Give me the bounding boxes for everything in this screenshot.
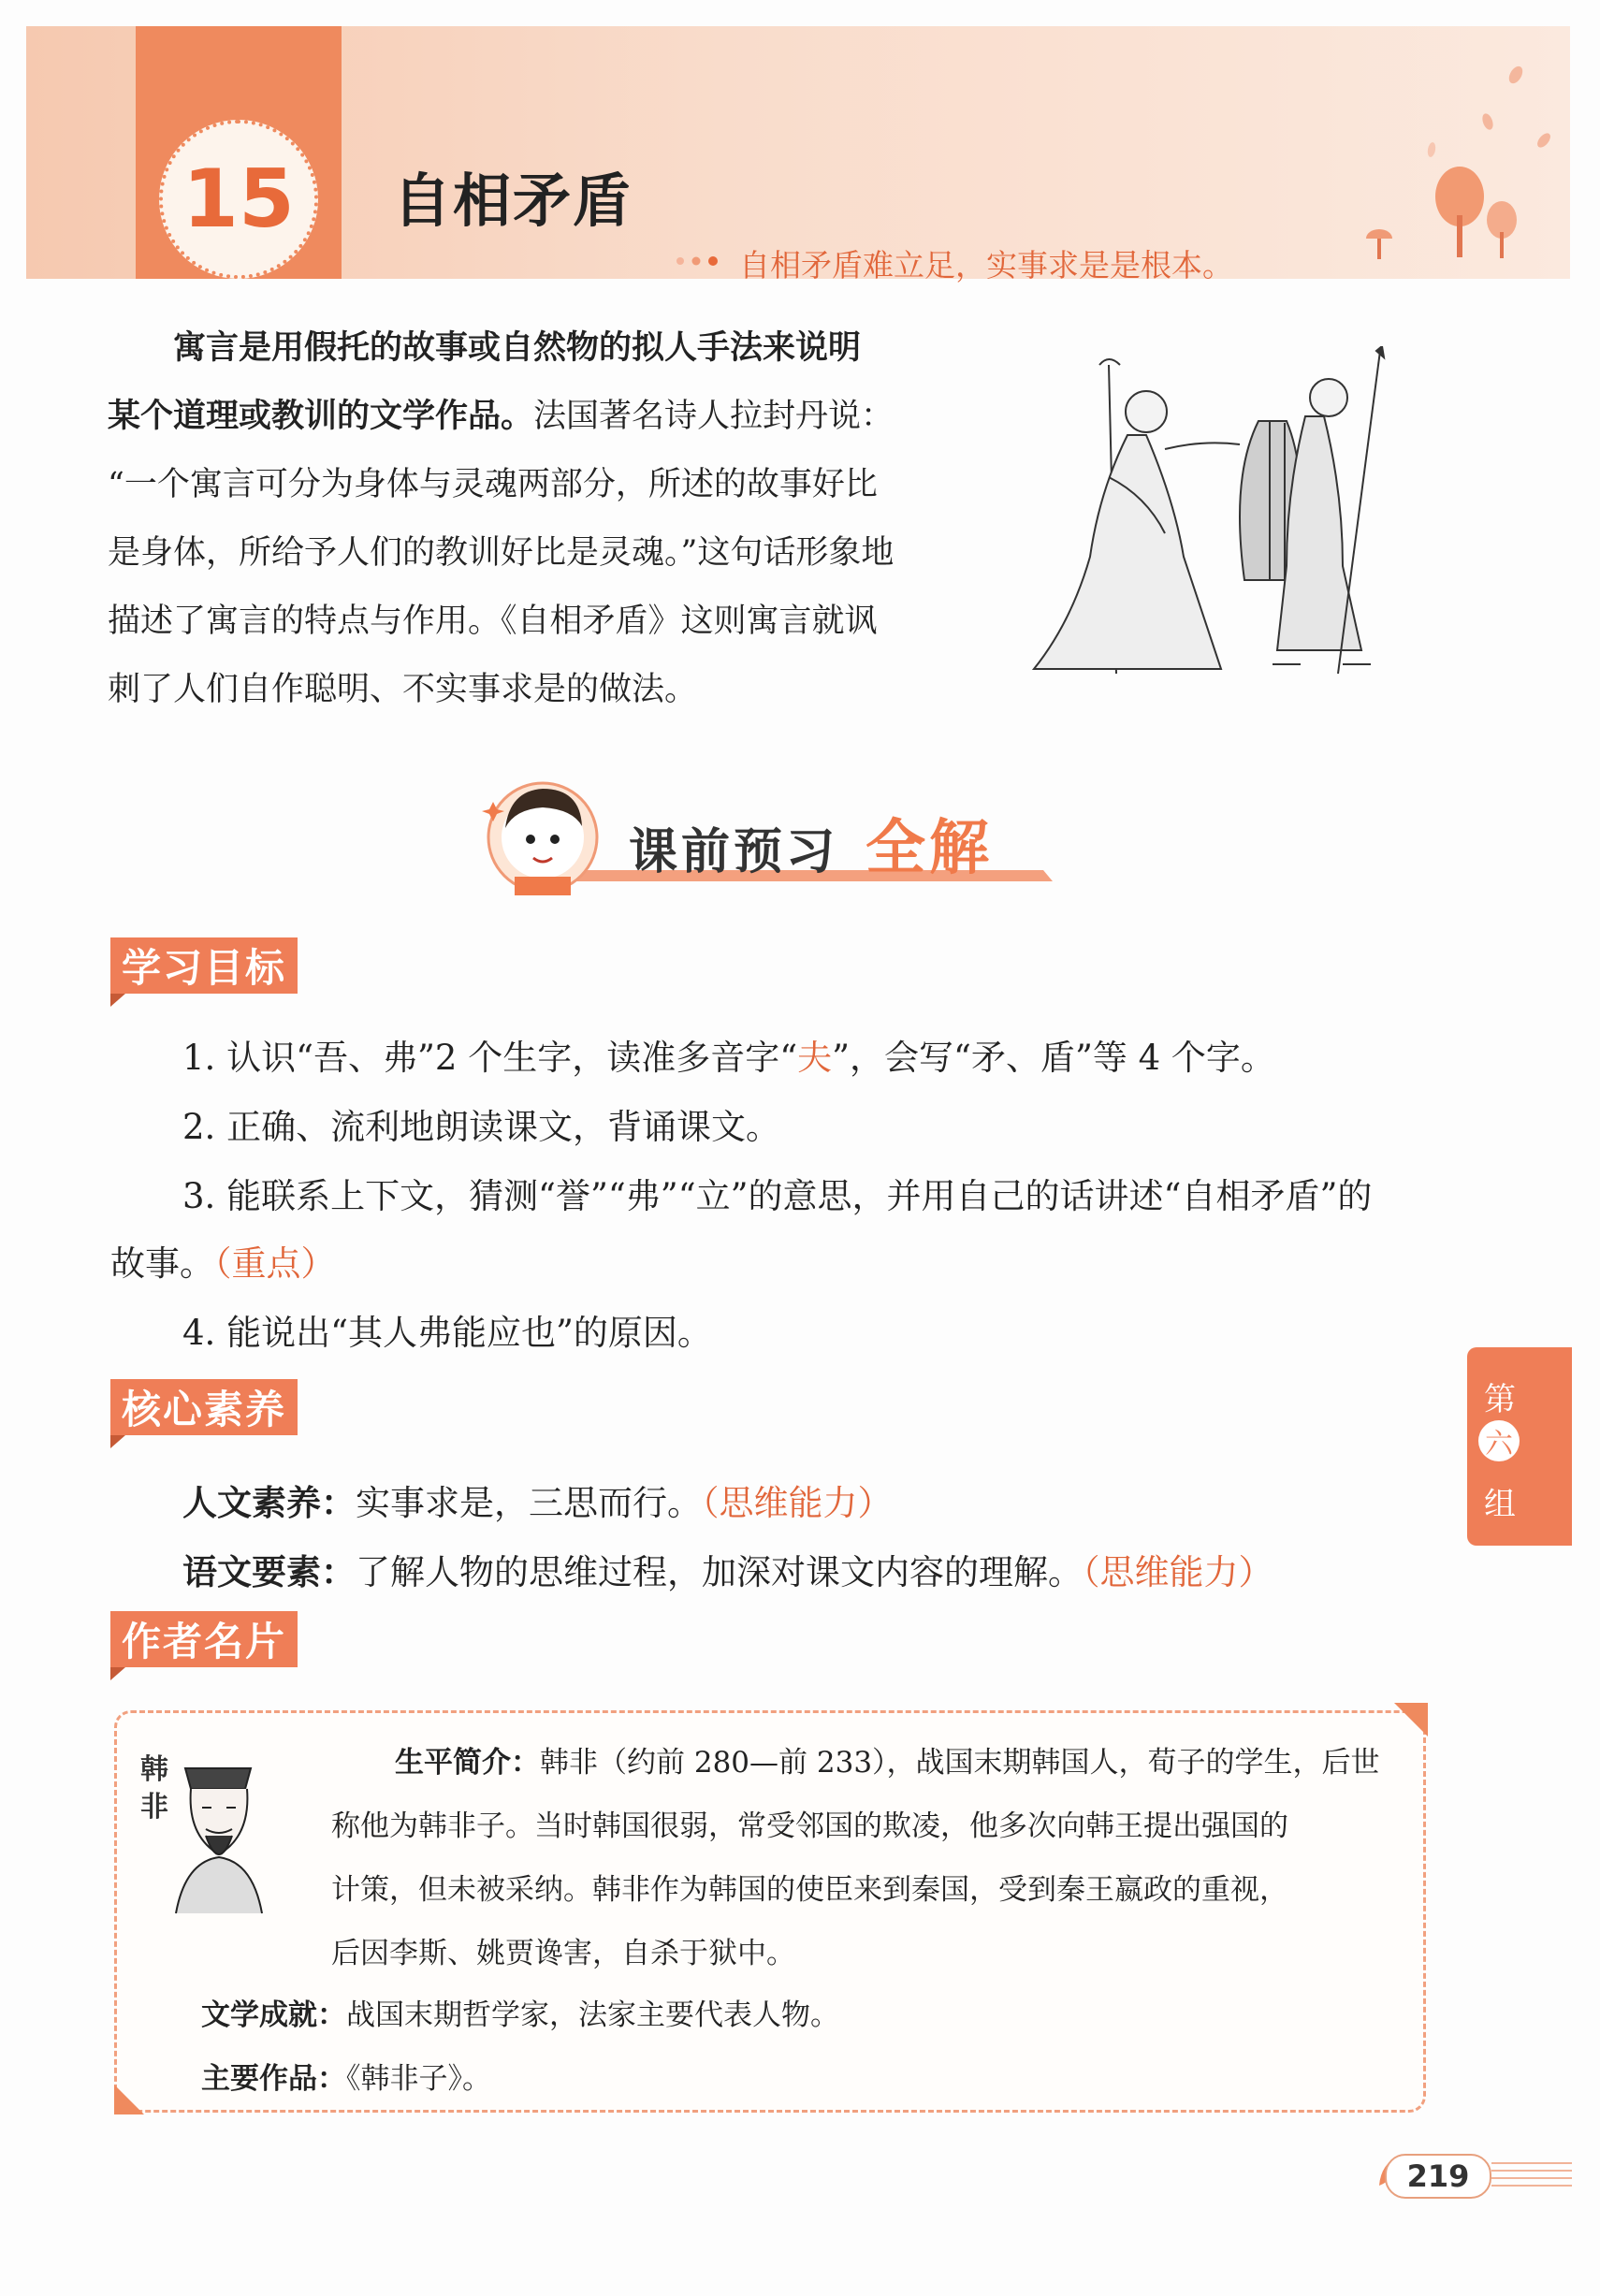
intro-line2-rest: 法国著名诗人拉封丹说： bbox=[533, 398, 895, 435]
section-title-part2: 全解 bbox=[865, 814, 993, 883]
literacy-row-2-text: 了解人物的思维过程，加深对课文内容的理解。 bbox=[356, 1552, 1083, 1592]
goal-item-3: 3. 能联系上下文，猜测“誉”“弗”“立”的意思，并用自己的话讲述“自相矛盾”的 bbox=[182, 1176, 1373, 1216]
bio-line-4: 后因李斯、姚贾谗害，自杀于狱中。 bbox=[331, 1937, 795, 1970]
han-fei-portrait bbox=[157, 1750, 279, 1918]
lesson-number-badge bbox=[159, 120, 318, 279]
goal-item-2: 2. 正确、流利地朗读课文，背诵课文。 bbox=[182, 1107, 781, 1147]
side-tab-middle: 六 bbox=[1478, 1420, 1520, 1461]
bio-line-1 bbox=[395, 1738, 1380, 1780]
fable-illustration bbox=[1006, 346, 1436, 683]
goal-item-3-tag: （重点） bbox=[214, 1243, 336, 1284]
literacy-row-2-tag: （思维能力） bbox=[1083, 1552, 1273, 1592]
author-card-heading: 作者名片 bbox=[110, 1611, 298, 1667]
bio-line-1-text: 韩非（约前 280—前 233），战国末期韩国人，荀子的学生，后世 bbox=[540, 1746, 1380, 1780]
intro-line5: 描述了寓言的特点与作用。《自相矛盾》这则寓言就讽 bbox=[108, 603, 878, 640]
unit-side-tab bbox=[1467, 1347, 1572, 1546]
core-literacy-heading: 核心素养 bbox=[110, 1379, 298, 1435]
major-works-label: 主要作品： bbox=[201, 2062, 346, 2096]
literacy-row-1-label: 人文素养： bbox=[182, 1483, 356, 1523]
goal-item-1 bbox=[182, 1029, 1275, 1080]
major-works-text: 《韩非子》。 bbox=[346, 2062, 491, 2096]
page-number-lines bbox=[1491, 2158, 1572, 2191]
lesson-number: 15 bbox=[182, 153, 295, 246]
lesson-title: 自相矛盾 bbox=[393, 167, 633, 235]
intro-bold-lead-1: 寓言是用假托的故事或自然物的拟人手法来说明 bbox=[173, 329, 862, 367]
bio-label: 生平简介： bbox=[395, 1746, 540, 1780]
literary-achievement-label: 文学成就： bbox=[201, 1998, 346, 2032]
goal-item-3-text-b: 故事。 bbox=[110, 1243, 214, 1284]
card-corner-decoration-bottom bbox=[110, 2081, 148, 2118]
goal-item-1-highlight: 夫 bbox=[797, 1038, 833, 1078]
tree-decoration-icon bbox=[1291, 47, 1572, 271]
motto-dots-icon bbox=[676, 254, 732, 268]
side-tab-top: 第 bbox=[1484, 1381, 1516, 1418]
card-corner-decoration bbox=[1394, 1703, 1432, 1740]
goal-item-4: 4. 能说出“其人弗能应也”的原因。 bbox=[182, 1313, 712, 1353]
literacy-row-1 bbox=[182, 1475, 893, 1525]
bio-line-3: 计策，但未被采纳。韩非作为韩国的使臣来到秦国，受到秦王嬴政的重视， bbox=[331, 1873, 1288, 1907]
literacy-row-2 bbox=[182, 1544, 1273, 1594]
goal-item-1-text-a: 1. 认识“吾、弗”2 个生字，读准多音字“ bbox=[182, 1038, 798, 1078]
goal-item-1-text-b: ”，会写“矛、盾”等 4 个字。 bbox=[832, 1038, 1275, 1078]
side-tab-bottom: 组 bbox=[1484, 1486, 1516, 1523]
literacy-row-1-text: 实事求是，三思而行。 bbox=[356, 1483, 702, 1523]
literary-achievement bbox=[201, 1991, 839, 2033]
page-number: 219 bbox=[1385, 2154, 1491, 2199]
intro-line6: 刺了人们自作聪明、不实事求是的做法。 bbox=[108, 671, 698, 708]
section-title-part1: 课前预习 bbox=[629, 824, 839, 880]
intro-paragraph bbox=[108, 314, 995, 724]
goal-item-3-cont bbox=[110, 1235, 336, 1286]
intro-bold-lead-2: 某个道理或教训的文学作品。 bbox=[108, 398, 534, 435]
intro-line3: “一个寓言可分为身体与灵魂两部分，所述的故事好比 bbox=[108, 466, 878, 503]
literacy-row-2-label: 语文要素： bbox=[182, 1552, 356, 1592]
major-works bbox=[201, 2055, 491, 2097]
bio-line-2: 称他为韩非子。当时韩国很弱，常受邻国的欺凌，他多次向韩王提出强国的 bbox=[331, 1809, 1288, 1843]
literacy-row-1-tag: （思维能力） bbox=[702, 1483, 893, 1523]
literary-achievement-text: 战国末期哲学家，法家主要代表人物。 bbox=[346, 1998, 839, 2032]
learning-goals-heading: 学习目标 bbox=[110, 937, 298, 994]
portrait-name: 韩非 bbox=[140, 1753, 168, 1824]
lesson-motto: 自相矛盾难立足，实事求是是根本。 bbox=[739, 247, 1233, 283]
intro-line4: 是身体，所给予人们的教训好比是灵魂。”这句话形象地 bbox=[108, 534, 895, 572]
